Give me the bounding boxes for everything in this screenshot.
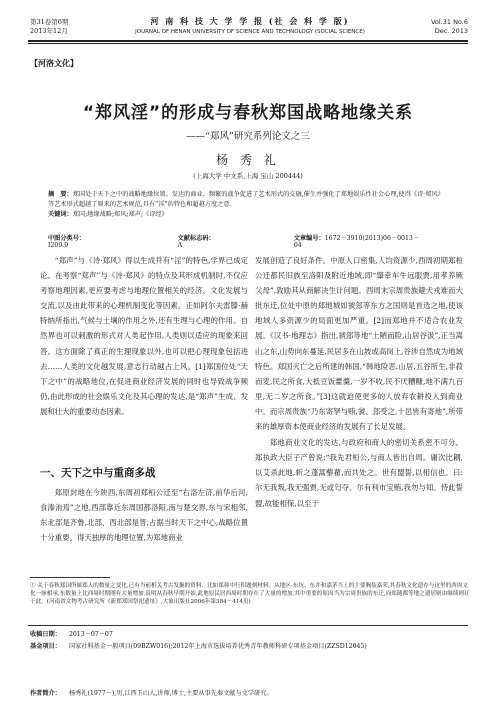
- header-rule-thin: [28, 43, 468, 44]
- article-subtitle: ——“郑风”研究系列论文之三: [186, 131, 310, 142]
- received-label: 收稿日期：: [30, 631, 61, 638]
- header-rule-thick: [28, 40, 468, 42]
- volume-number-en: Vol.31 No.6: [430, 18, 468, 26]
- fund-row: [30, 642, 470, 651]
- keywords-label: 关键词：: [48, 211, 73, 218]
- received-date-row: [30, 630, 470, 639]
- body-column-left: [40, 253, 248, 420]
- author-name: 杨 秀 礼: [216, 153, 280, 167]
- doc-code-value: A: [177, 242, 183, 249]
- journal-title-block: [100, 16, 400, 35]
- section-1-paragraph: 郑原封地在今陕西,东周初郑桓公迁至“右洛左济,前华后河,食溱洧焉”之地,西部靠近东周国都洛阳,南与楚交界,东与宋相邻,东北部是齐鲁,北部、西北部是晋,占据当时天下之中心,战略位置十分重要。得天独厚的地理位置,为郑地商业: [40, 488, 248, 543]
- right-paragraph-2: 郑地商业文化的发达,与政府和商人的密切关系密不可分。郑执政大臣子产曾说:“我先君桓公,与商人皆出自周。庸次比耦,以艾杀此地,斩之蓬蒿藜藋,而共处之。世有盟誓,以相信也。曰:尔无我叛,我无强贾,无或匄夺。尔有利市宝贿,我勿与知。恃此誓盟,故能相保,以至于: [255, 438, 463, 508]
- right-paragraph-1: 发展创造了良好条件。中原人口密集,人均资源少,西周初期郑桓公迁都民旧族至洛阳及附近地域,即“肇牵车牛远服贾,用孝养厥父母”,敦励其从商解决生计问题。西周末宗周贵族避犬戎难而大批东迁,位处中原的郑地城如虢郐等东方之国则是首选之地,使该地域人多资源少的局面更加严重。[2]而郑地并不适合农业发展。《汉书·地理志》指出,虢郐等地“土陋而险,山居谷汲”,正当嵩山之东,山势向东蔓延,民居多在山坡或高岗上,谷涉自然成为地域特色。郑国灭亡之后所建的韩国,“韩地险恶,山居,五谷所生,非菽而麦,民之所食,大抵豆饭藿羹,一岁不收,民不厌糟糠,地不满九百里,无二岁之所食。”[3]这就迫使更多的人放弃农耕投入到商业中。而宗周贵族“乃东寄孥与贿,虢、郐受之,十邑皆有寄地”,所带来的雄厚资本使商业经济的发展有了长足发展。: [255, 256, 463, 432]
- section-1-body: [40, 485, 248, 545]
- author-bio-value: 杨秀礼(1977－),男,江西玉山人,讲师,博士,主要从事先秦文献与文学研究。: [68, 690, 273, 697]
- intro-paragraph: “郑声”与《诗·郑风》得以生成并有“淫”的特色,学界已成定论。在考察“郑声”与《诗·郑风》的特点及其形成机制时,不仅应考察地理因素,更应要考虑与地理位置相关的经济、文化发展与交流,以及由此带来的心理机制变化等因素。正如阿尔夫雷滕·赫特纳所指出,气候与土壤的作用之外,还有生理与心理的作用。自然界也可以刺激的形式对人类起作用,人类则以适应的现象来回答。这方面除了真正的生理现象以外,也可以把心理现象包括进去……人类的文化越发展,意志行动越占上风。[1]郑国位处“天下之中”的战略地位,在促进商业经济发展的同时也导致战争频仍,由此形成的社会娱乐文化及其心理的发达,是“郑声”生成、发展和壮大的重要动态因素。: [40, 256, 248, 416]
- article-title: “郑风淫”的形成与春秋郑国战略地缘关系: [82, 103, 414, 123]
- issue-date: 2013年12月: [30, 27, 68, 35]
- journal-volume-en: [431, 18, 468, 36]
- article-number-label: 文章编号：: [293, 235, 325, 242]
- author-affiliation: (上海大学 中文系,上海 宝山 200444): [193, 172, 303, 180]
- journal-name-cn: 河 南 科 技 大 学 学 报 (社 会 科 学 版): [150, 16, 350, 26]
- abstract-text: 郑国处于天下之中的战略地缘位置。发达的商业、频繁的战争促进了艺术形式的交融,催生并强化了郑地娱乐性社会心理,使得《诗·郑风》等艺术形式超越了原来的艺术规范,具有“淫”的特色和超越方度之意。: [48, 191, 444, 208]
- received-value: 2013－07－07: [68, 631, 113, 638]
- classification-row: [48, 233, 448, 249]
- fund-label: 基金项目：: [30, 643, 61, 650]
- section-heading-1: 一、天下之中与重商多战: [40, 467, 156, 479]
- doc-code-label: 文献标志码：: [177, 235, 215, 242]
- body-column-right: [255, 253, 463, 512]
- abstract-label: 摘 要：: [48, 191, 73, 198]
- abstract: [48, 190, 448, 220]
- footer-rule: [28, 625, 468, 626]
- author-bio-label: 作者简介：: [30, 690, 61, 697]
- class-label: 中图分类号：: [48, 235, 86, 242]
- footnote-rule: [30, 577, 110, 578]
- keywords-text: 郑国;地缘战略;郑风;郑声;《诗经》: [72, 211, 168, 218]
- author-bio-row: [30, 689, 470, 698]
- journal-issue-info: [30, 18, 68, 36]
- article-number-value: 1672－3910(2013)06－0013－04: [293, 235, 420, 249]
- issue-date-en: Dec. 2013: [434, 27, 468, 35]
- volume-issue: 第31卷第6期: [30, 18, 69, 26]
- class-value: I209.9: [48, 242, 69, 249]
- section-tag: 【河洛文化】: [30, 59, 78, 68]
- fund-value: 国家社科基金一般项目(09BZW016);2012年上海市选拔培养优秀青年教师科研专项基金项目(ZZSD12045): [68, 643, 367, 650]
- footnote: ① 关于春秋郑国所属郑人的数量之变化,已有当前相关考古发掘的资料、比如郑韩中行积题刻材料。从地区-东坑、东并和嘉茅当土的主要胸装嘉荣,其春秋文化遗存与这里的西周文化一脉相承,东数量上比西周时期刚有大量增加,说明从春秋早期开始,此地原民居西周时期存在了大量的增加,其中重要的原因当为宗周贵族的东迁,而郑随都等地之遗居则由继续则扛于此。(河南省文物考古研究所《新郑郑国祭祀遗址》,大象出版社2006年第384－414页): [30, 583, 470, 606]
- journal-name-en: JOURNAL OF HENAN UNIVERSITY OF SCIENCE AND TECHNOLOGY (SOCIAL SCIENCE): [135, 29, 365, 35]
